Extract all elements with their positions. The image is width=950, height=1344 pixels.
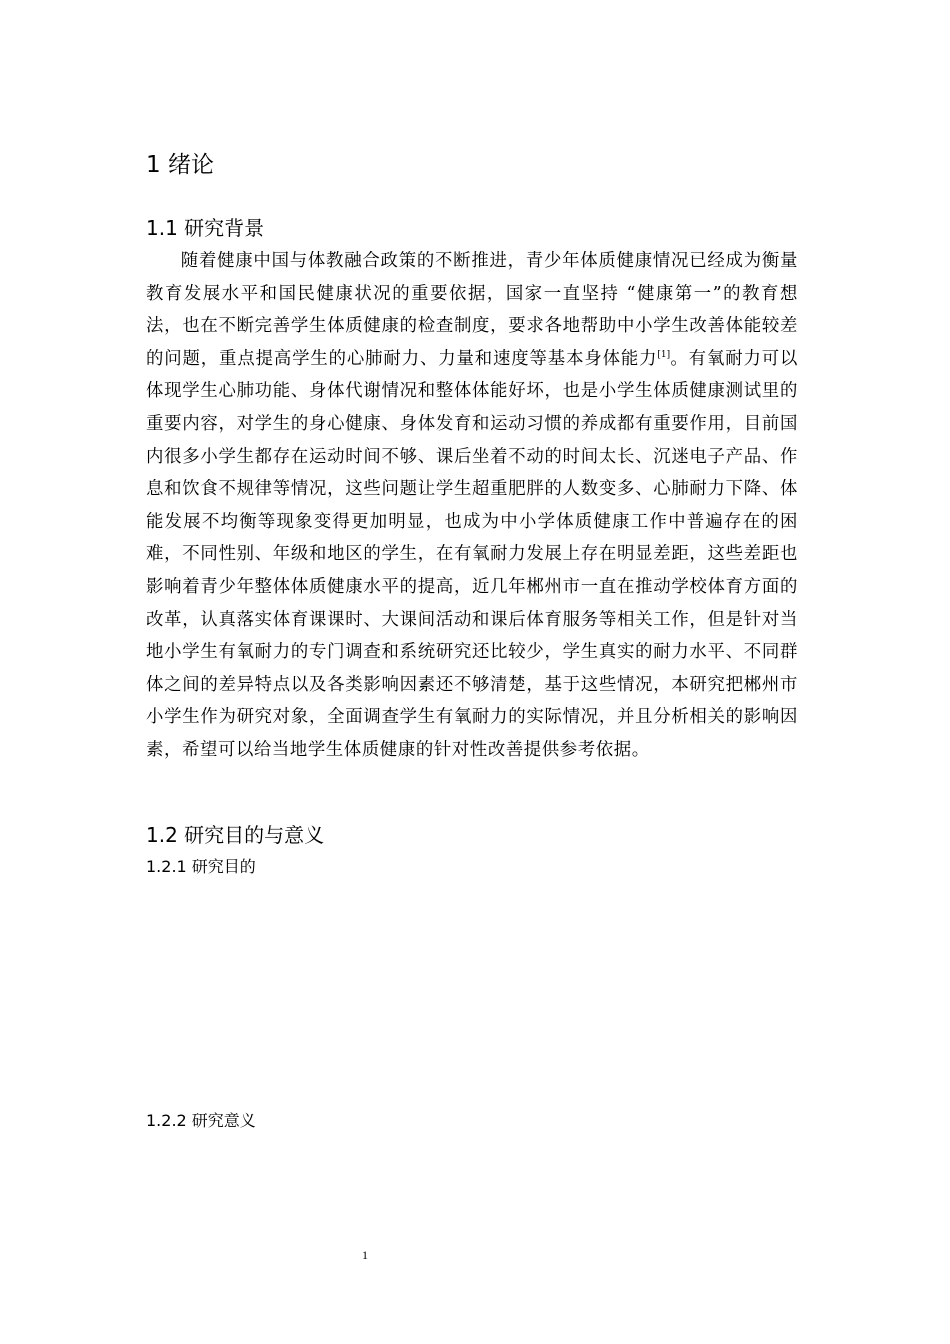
paragraph-text-part-1: 随着健康中国与体教融合政策的不断推进，青少年体质健康情况已经成为衡量教育发展水平和国民健康状况的重要依据，国家一直坚持 “健康第一”的教育想法，也在不断完善学生体质健康的检查制度，要求各地帮助中小学生改善体能较差的问题，重点提高学生的心肺耐力、力量和速度等基本身体能力 bbox=[146, 251, 798, 369]
paragraph-text-part-2: 。有氧耐力可以体现学生心肺功能、身体代谢情况和整体体能好坏，也是小学生体质健康测试里的重要内容，对学生的身心健康、身体发育和运动习惯的养成都有重要作用，目前国内很多小学生都存在运动时间不够、课后坐着不动的时间太长、沉迷电子产品、作息和饮食不规律等情况，这些问题让学生超重肥胖的人数变多、心肺耐力下降、体能发展不均衡等现象变得更加明显，也成为中小学体质健康工作中普遍存在的困难，不同性别、年级和地区的学生，在有氧耐力发展上存在明显差距，这些差距也影响着青少年整体体质健康水平的提高，近几年郴州市一直在推动学校体育方面的改革，认真落实体育课课时、大课间活动和课后体育服务等相关工作，但是针对当地小学生有氧耐力的专门调查和系统研究还比较少，学生真实的耐力水平、不同群体之间的差异特点以及各类影响因素还不够清楚，基于这些情况，本研究把郴州市小学生作为研究对象，全面调查学生有氧耐力的实际情况，并且分析相关的影响因素，希望可以给当地学生体质健康的针对性改善提供参考依据。 bbox=[146, 348, 798, 760]
subsection-title-purpose: 1.2.1 研究目的 bbox=[146, 857, 256, 876]
chapter-title: 1 绪论 bbox=[146, 152, 214, 178]
citation-marker: [1] bbox=[657, 349, 671, 360]
page-number: 1 bbox=[362, 1248, 368, 1262]
background-paragraph bbox=[146, 245, 798, 767]
section-title-purpose-significance: 1.2 研究目的与意义 bbox=[146, 823, 325, 847]
section-title-background: 1.1 研究背景 bbox=[146, 216, 265, 240]
subsection-title-significance: 1.2.2 研究意义 bbox=[146, 1111, 256, 1130]
